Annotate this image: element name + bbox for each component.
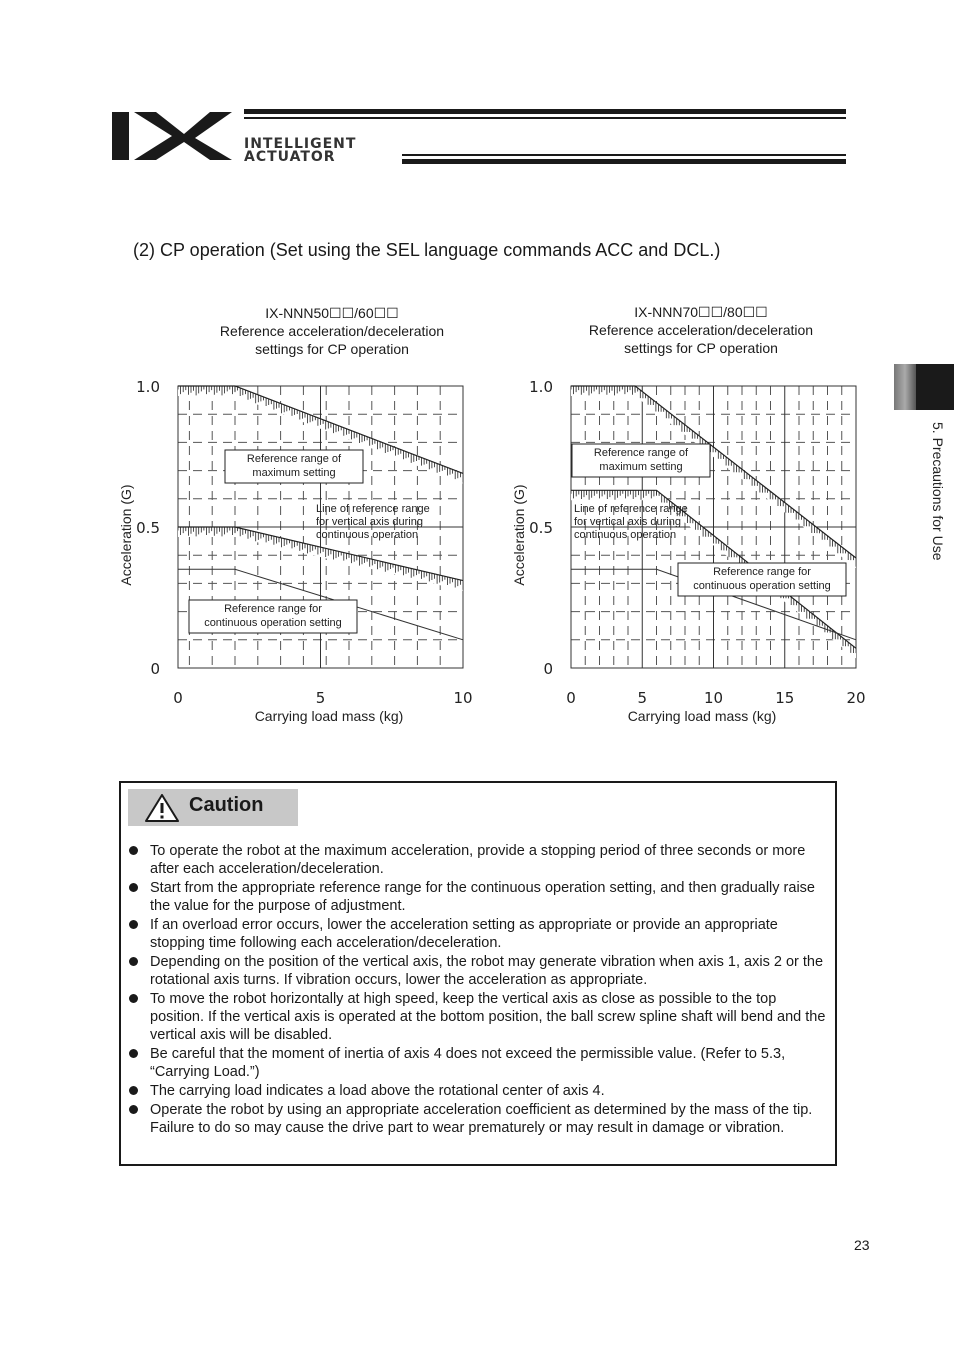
brand-line-1: INTELLIGENT [244,136,357,152]
brand-line-2: ACTUATOR [244,149,336,165]
y-tick-label: 0.5 [136,519,160,537]
annotation-text: for vertical axis during [574,516,681,528]
x-axis-label: Carrying load mass (kg) [254,708,404,724]
chart-1-title-line-1: IX-NNN50☐☐/60☐☐ [265,305,399,321]
y-tick-label: 1.0 [136,378,160,396]
page-number: 23 [854,1237,870,1253]
caution-item: Start from the appropriate reference range for the continuous operation setting, and then gradually raise the value for the purpose of adjustment. [128,879,828,915]
section-heading: (2) CP operation (Set using the SEL language commands ACC and DCL.) [133,240,721,260]
warning-icon [145,794,179,822]
side-tab-label: 5. Precautions for Use [930,422,946,561]
chart-1-title-line-3: settings for CP operation [255,341,409,357]
y-tick-label: 0 [543,660,553,678]
annotation-text: Reference range of [593,447,689,459]
annotation-text: continuous operation [574,529,677,541]
caution-item: If an overload error occurs, lower the acceleration setting as appropriate or provide an appropriate stopping time following each acceleration/deceleration. [128,916,828,952]
x-tick-label: 10 [703,689,724,707]
annotation-text: Line of reference range [574,503,688,515]
x-tick-label: 0 [173,689,183,707]
y-axis-label: Acceleration (G) [511,484,527,586]
y-axis-label: Acceleration (G) [118,484,134,586]
chart-2-title-line-2: Reference acceleration/deceleration [588,322,814,338]
caution-title: Caution [189,794,264,816]
annotation-text: Reference range for [224,603,322,615]
annotation-text: continuous operation setting [204,617,342,629]
annotation-text: Reference range of [246,453,342,465]
x-axis-label: Carrying load mass (kg) [627,708,777,724]
annotation-text: for vertical axis during [316,516,423,528]
x-tick-label: 20 [846,689,866,707]
annotation-text: continuous operation [316,529,419,541]
x-tick-label: 0 [566,689,576,707]
y-tick-label: 1.0 [529,378,553,396]
caution-item: To move the robot horizontally at high speed, keep the vertical axis as close as possible to the top position. If the vertical axis is operated at the bottom position, the ball screw spline shaft will bend and the vertical axis will be disabled. [128,990,828,1044]
x-tick-label: 15 [775,689,795,707]
x-tick-label: 5 [315,689,326,707]
chart-1-title-line-2: Reference acceleration/deceleration [219,323,445,339]
caution-item: Operate the robot by using an appropriate acceleration coefficient as determined by the mass of the tip. Failure to do so may cause the drive part to wear prematurely or may result in damage or vibration. [128,1101,828,1137]
caution-item: Depending on the position of the vertical axis, the robot may generate vibration when axis 1, axis 2 or the rotational axis turns. If vibration occurs, lower the acceleration as appropriate. [128,953,828,989]
chart-2-title-line-1: IX-NNN70☐☐/80☐☐ [634,304,768,320]
caution-item: To operate the robot at the maximum acceleration, provide a stopping period of three seconds or more after each acceleration/deceleration. [128,842,828,878]
y-tick-label: 0.5 [529,519,553,537]
annotation-text: maximum setting [599,461,683,473]
y-tick-label: 0 [150,660,160,678]
annotation-text: continuous operation setting [693,580,831,592]
x-tick-label: 5 [637,689,648,707]
annotation-text: Reference range for [713,566,811,578]
chart-2-title-line-3: settings for CP operation [624,340,778,356]
caution-item: The carrying load indicates a load above the rotational center of axis 4. [128,1082,828,1100]
annotation-text: maximum setting [252,467,336,479]
annotation-text: Line of reference range [316,503,430,515]
caution-list [128,842,828,1138]
caution-item: Be careful that the moment of inertia of axis 4 does not exceed the permissible value. (Refer to 5.3, “Carrying Load.”) [128,1045,828,1081]
x-tick-label: 10 [453,689,473,707]
